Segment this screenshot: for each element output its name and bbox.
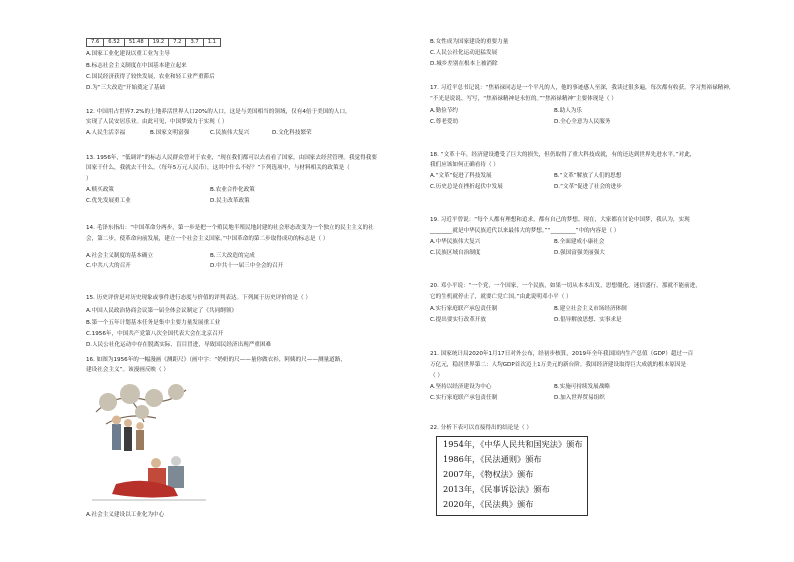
q12-option-d: D.文化科技繁荣 xyxy=(272,130,312,136)
q17-option-d: D.全心全意为人民服务 xyxy=(554,119,611,125)
q18-option-a: A.“文革”促进了科技发展 xyxy=(430,173,492,179)
q12-stem-line: 实现了人民安居乐业。由此可见，中国梦致力于实现（ ） xyxy=(86,119,228,125)
law-entry: 1954年，《中华人民共和国宪法》颁布 xyxy=(443,439,583,449)
q14-stem-line: 14. 毛泽东指出：“中国革命分两步，第一步是把一个殖民地半殖民地封建的社会形态改变为一个独立的民主主义的社 xyxy=(86,225,374,231)
q15-option-b: B.第一个五年计划基本任务是集中主要力量发展重工业 xyxy=(86,320,221,326)
q15-option-d: D.人民公社化运动中存在脱离实际、盲目冒进，导致国民经济出现严重困难 xyxy=(86,342,272,348)
q11-option-d: D.为“三大改造”开始奠定了基础 xyxy=(86,85,166,91)
q16-option-d: D.城乡差别在根本上被消除 xyxy=(430,61,498,67)
q21-stem-line: 万亿元，稳居世界第二：人均GDP首次迈上1万美元的新台阶。我国经济建设取得巨大成就的根本原因是 xyxy=(430,362,687,368)
q16-option-a: A.社会主义建设以工业化为中心 xyxy=(86,512,165,518)
law-timeline-box xyxy=(436,436,588,516)
q12-option-b: B.国家文明富强 xyxy=(150,130,190,136)
q18-option-b: B.“文革”解放了人们的思想 xyxy=(554,173,622,179)
q17-option-b: B.助人为乐 xyxy=(554,108,582,114)
law-entry: 2020年，《民法典》颁布 xyxy=(443,499,534,509)
q14-option-a: A.社会主义制度的基本确立 xyxy=(86,253,154,259)
q19-stem-line: ________就是中华民族近代以来最伟大的梦想。”“_________”中的内容是（ ） xyxy=(430,228,620,234)
q20-option-d: D.倡导解放思想、实事求是 xyxy=(554,317,622,323)
data-table xyxy=(86,38,221,47)
q18-option-d: D.“文革”促进了社会的进步 xyxy=(554,184,622,190)
q14-stem-line: 会，第二步，使革命向前发展，建立一个社会主义国家。”中国革命的第二步取得成功的标志是（ ） xyxy=(86,236,329,242)
q20-stem-line: 它的生机就停止了，就要亡党亡国。”由此说明邓小平（ ） xyxy=(430,294,572,300)
q17-option-c: C.尊老爱幼 xyxy=(430,119,459,125)
q16-option-b: B.女性成为国家建设的重要力量 xyxy=(430,39,509,45)
table-cell: 7.2 xyxy=(169,39,186,47)
q13-stem-line: 13. 1956年，“低调评”的标志人民群众曾对于农业，“现在我们都可以去看看了国家，由国家去经营管理。我觉得我要 xyxy=(86,155,377,161)
table-cell: 19.2 xyxy=(148,39,169,47)
q19-option-c: C.民族区域自治制度 xyxy=(430,250,481,256)
q22-stem: 22. 分析下表可以直接得出的结论是（ ） xyxy=(430,425,532,431)
q13-option-b: B.农业合作化政策 xyxy=(210,187,255,193)
q20-option-a: A.实行家庭联产承包责任制 xyxy=(430,306,498,312)
q14-option-b: B.三大改造的完成 xyxy=(210,253,255,259)
q15-option-c: C.1956年，中国共产党第八次全国代表大会在北京召开 xyxy=(86,331,224,337)
q17-option-a: A.勤俭节约 xyxy=(430,108,458,114)
q13-stem-line: 国家干什么，我就去干什么。（每年5万元人民币），这其中什么不好？”下列选项中，与材料相关的政策是（ xyxy=(86,165,350,171)
q11-option-c: C.国民经济获得了较快发展，农业和轻工业严重滞后 xyxy=(86,74,215,80)
q18-option-c: C.历史总是在挫折起伏中发展 xyxy=(430,184,503,190)
table-cell: 51.48 xyxy=(124,39,148,47)
cartoon-illustration xyxy=(86,372,214,508)
tree-foliage xyxy=(99,384,184,419)
q19-option-a: A.中华民族伟大复兴 xyxy=(430,239,481,245)
table-cell: 3.7 xyxy=(186,39,203,47)
q21-option-c: C.实行家庭联产承包责任制 xyxy=(430,395,498,401)
q13-option-d: D.民主改革政策 xyxy=(210,198,250,204)
law-entry: 1986年，《民法通则》颁布 xyxy=(443,454,542,464)
q21-option-b: B.实施可持续发展战略 xyxy=(554,384,610,390)
q12-option-a: A.人民生活幸福 xyxy=(86,130,126,136)
q20-stem-line: 20. 邓小平说：“一个党，一个国家，一个民族，如果一切从本本出发，思想僵化，迷信盛行，那就不能前进， xyxy=(430,283,701,289)
table-cell: 6.52 xyxy=(104,39,125,47)
q18-stem-line: 我们应该如何正确看待（ ） xyxy=(430,162,499,168)
standing-figures xyxy=(112,416,144,452)
table-cell: 7.6 xyxy=(87,39,104,47)
q19-option-d: D.强国富强美丽强大 xyxy=(554,250,605,256)
q21-option-a: A.坚持以经济建设为中心 xyxy=(430,384,492,390)
q14-option-c: C.中共八大的召开 xyxy=(86,263,131,269)
q16-option-c: C.人民公社化运动迅猛发展 xyxy=(430,50,498,56)
q15-stem-line: 15. 历史评价是对历史现象或事件进行态度与价值的评判表达。下列属于历史评价的是（ ） xyxy=(86,295,312,301)
q16-stem-line: 16. 如图为1956年的一幅漫画《测距尺》（画中字：“奶奶的尺——量你做衣衫，阿姨的尺——测量道路， xyxy=(86,357,346,363)
q18-stem-line: 18. “文革十年，经济建设遭受了巨大的损失，但仍取得了重大科技成就，有的还达到世界先进水平。”对此， xyxy=(430,152,696,158)
q13-stem-line: ） xyxy=(86,176,92,182)
q13-option-c: C.优先发展重工业 xyxy=(86,198,131,204)
q12-option-c: C.民族伟大复兴 xyxy=(210,130,250,136)
law-entry: 2007年，《物权法》颁布 xyxy=(443,469,534,479)
q13-option-a: A.赎买政策 xyxy=(86,187,114,193)
q11-option-b: B.标志社会主义制度在中国基本建立起来 xyxy=(86,63,187,69)
law-entry: 2013年，《民事诉讼法》颁布 xyxy=(443,484,550,494)
table-row xyxy=(87,39,221,47)
q16-stem-line: 建设社会主义”。该漫画反映（ ） xyxy=(86,367,169,373)
q21-stem-line: 21. 国家统计局2020年1月17日对外公布，经初步核算，2019年全年我国国内生产总值（GDP）超过一百 xyxy=(430,351,694,357)
q11-option-a: A.国家工业化建设以重工业为主导 xyxy=(86,51,170,57)
q20-option-b: B.建立社会主义市场经济体制 xyxy=(554,306,627,312)
q14-option-d: D.中共十一届三中全会的召开 xyxy=(210,263,284,269)
q19-stem-line: 19. 习近平曾说：“每个人都有理想和追求，都有自己的梦想。现在，大家都在讨论中国梦，我认为，实现 xyxy=(430,217,690,223)
q21-option-d: D.加入世界贸易组织 xyxy=(554,395,605,401)
q12-stem-line: 12. 中国用占世界7.2%的土地养活世界人口20%的人口，这是与美国相当的领域，仅有4倍于美国的人口， xyxy=(86,109,351,115)
q15-option-a: A.中国人民政治协商会议第一届全体会议制定了《共同纲领》 xyxy=(86,308,237,314)
q17-stem-line: 17. 习近平总书记说：“焦裕禄同志是一个平凡的人，他的事迹感人至深，我读过很多遍，每次都有收获。学习焦裕禄精神， xyxy=(430,85,735,91)
q21-stem-line: （ ） xyxy=(430,373,443,379)
q17-stem-line: “不光是说说、写写，“焦裕禄精神是永恒的。”“焦裕禄精神”主要体现是（ ） xyxy=(430,96,617,102)
q20-option-c: C.提出要实行改革开放 xyxy=(430,317,487,323)
table-cell: 1.1 xyxy=(203,39,220,47)
q19-option-b: B.全面建成小康社会 xyxy=(554,239,605,245)
